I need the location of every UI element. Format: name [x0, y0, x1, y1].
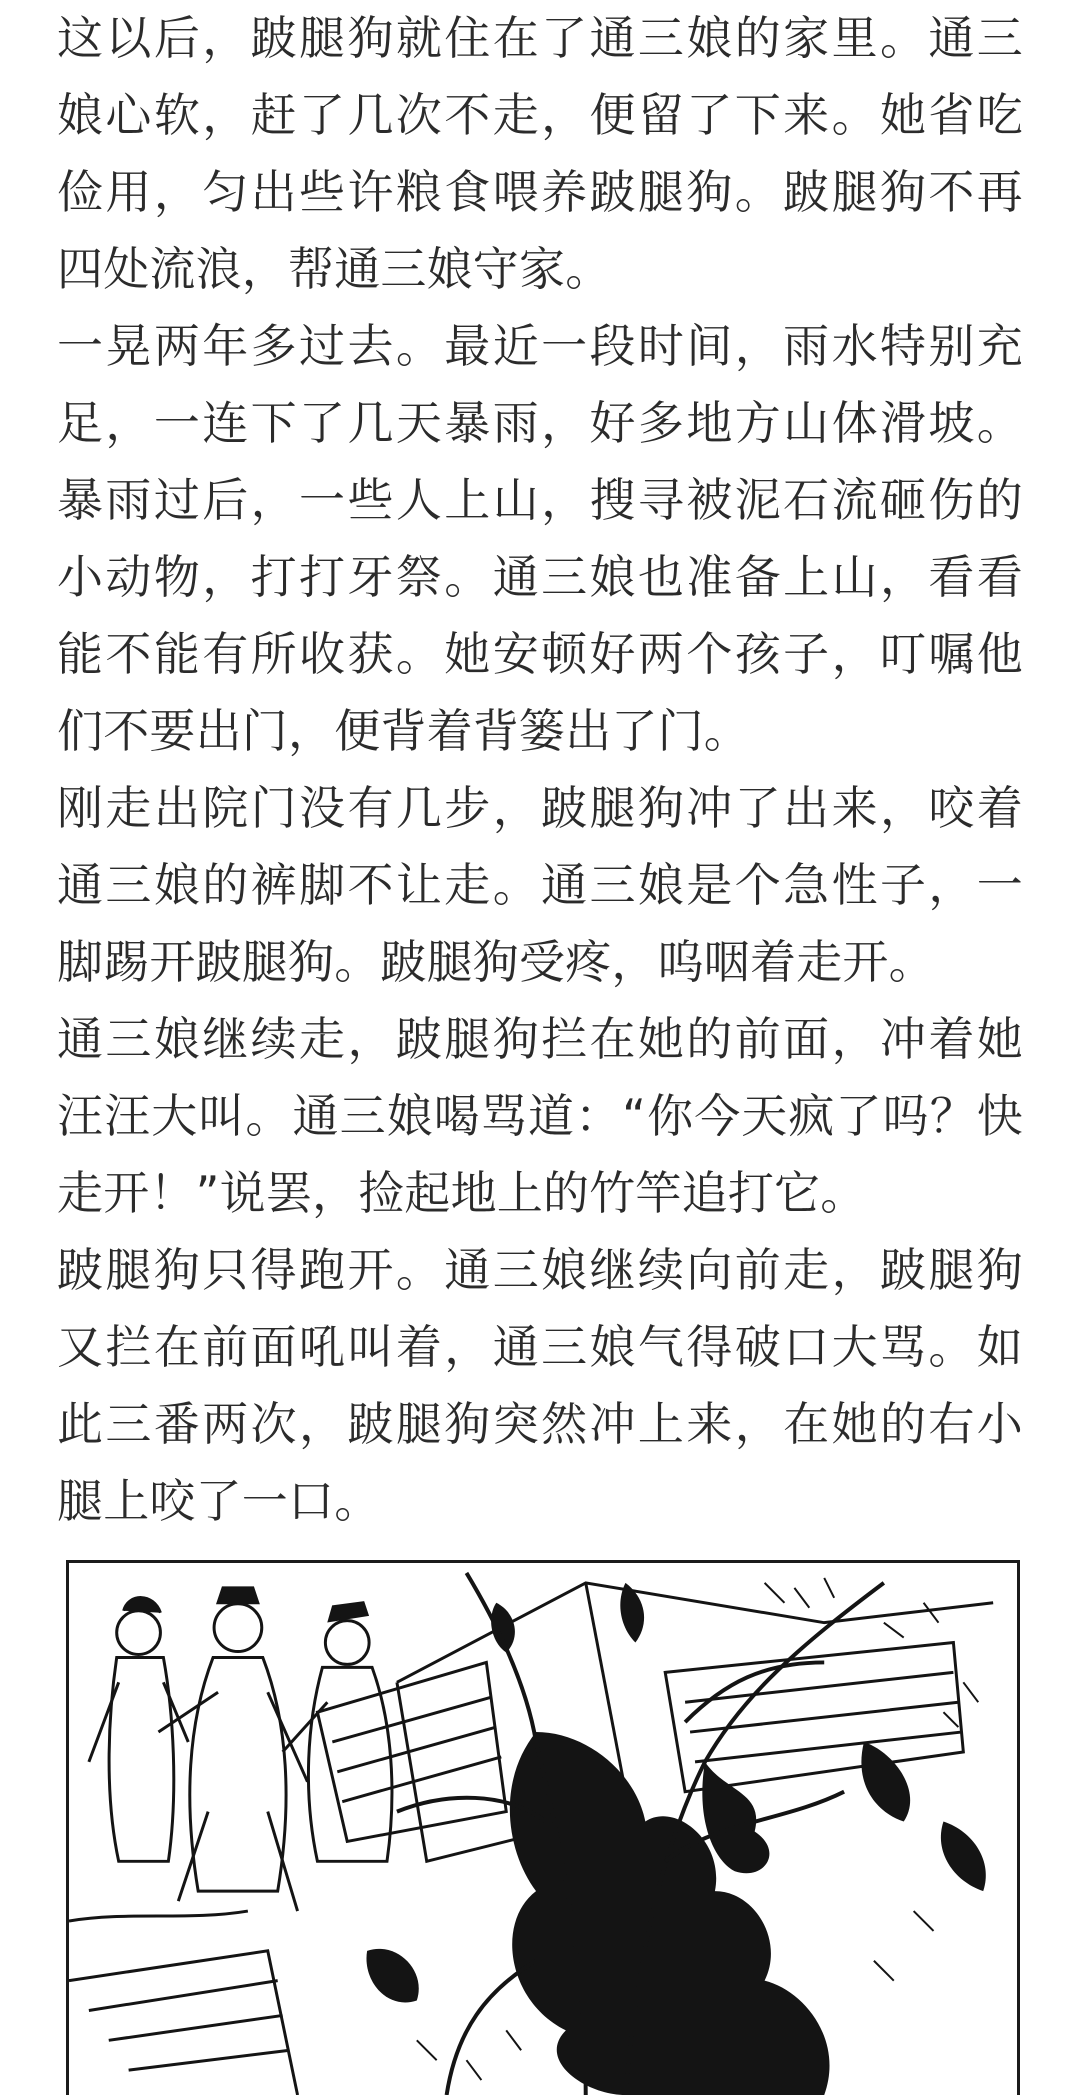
stone-steps [69, 1911, 298, 2095]
paragraph: 通三娘继续走，跛腿狗拦在她的前面，冲着她汪汪大叫。通三娘喝骂道：“你今天疯了吗？快走开！”说罢，捡起地上的竹竿追打它。 [57, 1012, 1023, 1220]
paragraph: 这以后，跛腿狗就住在了通三娘的家里。通三娘心软，赶了几次不走，便留了下来。她省吃俭用，匀出些许粮食喂养跛腿狗。跛腿狗不再四处流浪，帮通三娘守家。 [57, 11, 1023, 296]
article-body [57, 0, 1023, 1540]
paragraph: 一晃两年多过去。最近一段时间，雨水特别充足，一连下了几天暴雨，好多地方山体滑坡。暴雨过后，一些人上山，搜寻被泥石流砸伤的小动物，打打牙祭。通三娘也准备上山，看看能不能有所收获。她安顿好两个孩子，叮嘱他们不要出门，便背着背篓出了门。 [57, 319, 1023, 758]
ink-drawing [69, 1563, 1017, 2095]
story-illustration [66, 1560, 1020, 2095]
villagers-figures [89, 1588, 392, 1911]
tree-foliage [366, 1583, 985, 2095]
paragraph: 刚走出院门没有几步，跛腿狗冲了出来，咬着通三娘的裤脚不让走。通三娘是个急性子，一脚踢开跛腿狗。跛腿狗受疼，呜咽着走开。 [57, 781, 1023, 989]
paragraph: 跛腿狗只得跑开。通三娘继续向前走，跛腿狗又拦在前面吼叫着，通三娘气得破口大骂。如此三番两次，跛腿狗突然冲上来，在她的右小腿上咬了一口。 [57, 1243, 1023, 1528]
